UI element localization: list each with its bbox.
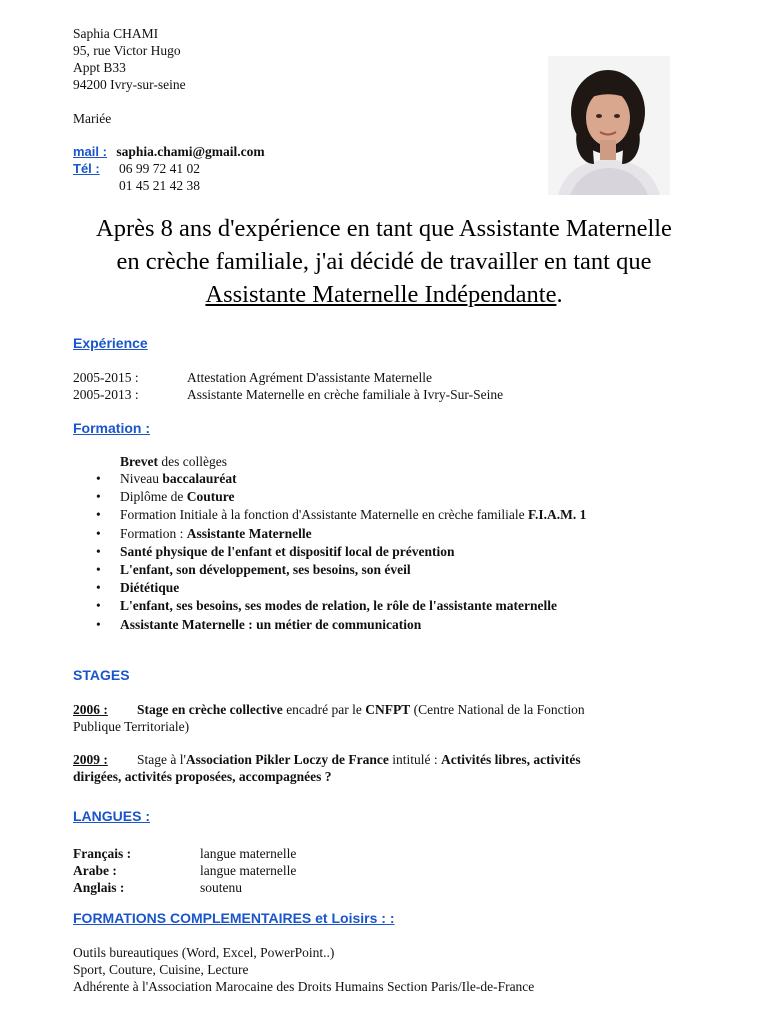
headline-line-3: Assistante Maternelle Indépendante. [205, 281, 563, 308]
contact-status: Mariée [73, 111, 112, 126]
formation-item: • L'enfant, son développement, ses besoins, son éveil [96, 561, 586, 579]
stage-2-year: 2009 : [73, 752, 108, 767]
stage-2-line-2: dirigées, activités proposées, accompagnées ? [73, 769, 332, 784]
formation-heading: Formation : [73, 420, 150, 436]
formation-list [96, 470, 586, 634]
mail-value[interactable]: saphia.chami@gmail.com [116, 144, 265, 159]
lang-level-1: langue maternelle [200, 846, 297, 861]
experience-desc-2: Assistante Maternelle en crèche familiale à Ivry-Sur-Seine [187, 387, 504, 402]
contact-city: 94200 Ivry-sur-seine [73, 77, 186, 92]
stage-2: 2009 : Stage à l'Association Pikler Loczy de France intitulé : Activités libres, activités [73, 752, 581, 767]
langues-heading: LANGUES : [73, 808, 150, 824]
complementaires-line-2: Sport, Couture, Cuisine, Lecture [73, 962, 249, 977]
stage-1-line-2: Publique Territoriale) [73, 719, 190, 734]
stage-1: 2006 : Stage en crèche collective encadré par le CNFPT (Centre National de la Fonction [73, 702, 585, 717]
formation-item: • Formation Initiale à la fonction d'Assistante Maternelle en crèche familiale F.I.A.M. 1 [96, 506, 586, 524]
experience-desc-1: Attestation Agrément D'assistante Maternelle [187, 370, 432, 385]
formation-item: • L'enfant, ses besoins, ses modes de relation, le rôle de l'assistante maternelle [96, 597, 586, 615]
tel-1: 06 99 72 41 02 [119, 161, 200, 176]
formation-item: • Diplôme de Couture [96, 488, 586, 506]
lang-name-3: Anglais : [73, 880, 125, 895]
formation-item: • Assistante Maternelle : un métier de communication [96, 616, 586, 634]
contact-name: Saphia CHAMI [73, 26, 159, 41]
mail-label: mail : [73, 144, 107, 159]
formation-item: • Santé physique de l'enfant et dispositif local de prévention [96, 543, 586, 561]
tel-label: Tél : [73, 161, 100, 176]
headline-highlight: Assistante Maternelle Indépendante [205, 281, 557, 308]
formation-item: • Niveau baccalauréat [96, 470, 586, 488]
stage-1-year: 2006 : [73, 702, 108, 717]
mail-row [73, 143, 265, 160]
headline-line-1: Après 8 ans d'expérience en tant que Assistante Maternelle [96, 215, 672, 242]
contact-apt: Appt B33 [73, 60, 126, 75]
experience-period-2: 2005-2013 : [73, 387, 139, 402]
lang-level-2: langue maternelle [200, 863, 297, 878]
formation-item: • Formation : Assistante Maternelle [96, 525, 586, 543]
formation-first: Brevet des collèges [120, 454, 227, 469]
experience-heading: Expérience [73, 335, 148, 351]
headline-line-2: en crèche familiale, j'ai décidé de travailler en tant que [116, 248, 652, 275]
complementaires-heading: FORMATIONS COMPLEMENTAIRES et Loisirs : : [73, 910, 395, 926]
lang-name-1: Français : [73, 846, 132, 861]
stages-heading: STAGES [73, 667, 130, 683]
tel-2: 01 45 21 42 38 [119, 178, 200, 193]
portrait-image [548, 56, 670, 195]
profile-photo [548, 56, 670, 195]
complementaires-line-3: Adhérente à l'Association Marocaine des Droits Humains Section Paris/Ile-de-France [73, 979, 535, 994]
lang-level-3: soutenu [200, 880, 242, 895]
lang-name-2: Arabe : [73, 863, 117, 878]
contact-street: 95, rue Victor Hugo [73, 43, 181, 58]
experience-period-1: 2005-2015 : [73, 370, 139, 385]
headline [40, 212, 728, 311]
formation-item: • Diététique [96, 579, 586, 597]
complementaires-line-1: Outils bureautiques (Word, Excel, PowerPoint..) [73, 945, 335, 960]
